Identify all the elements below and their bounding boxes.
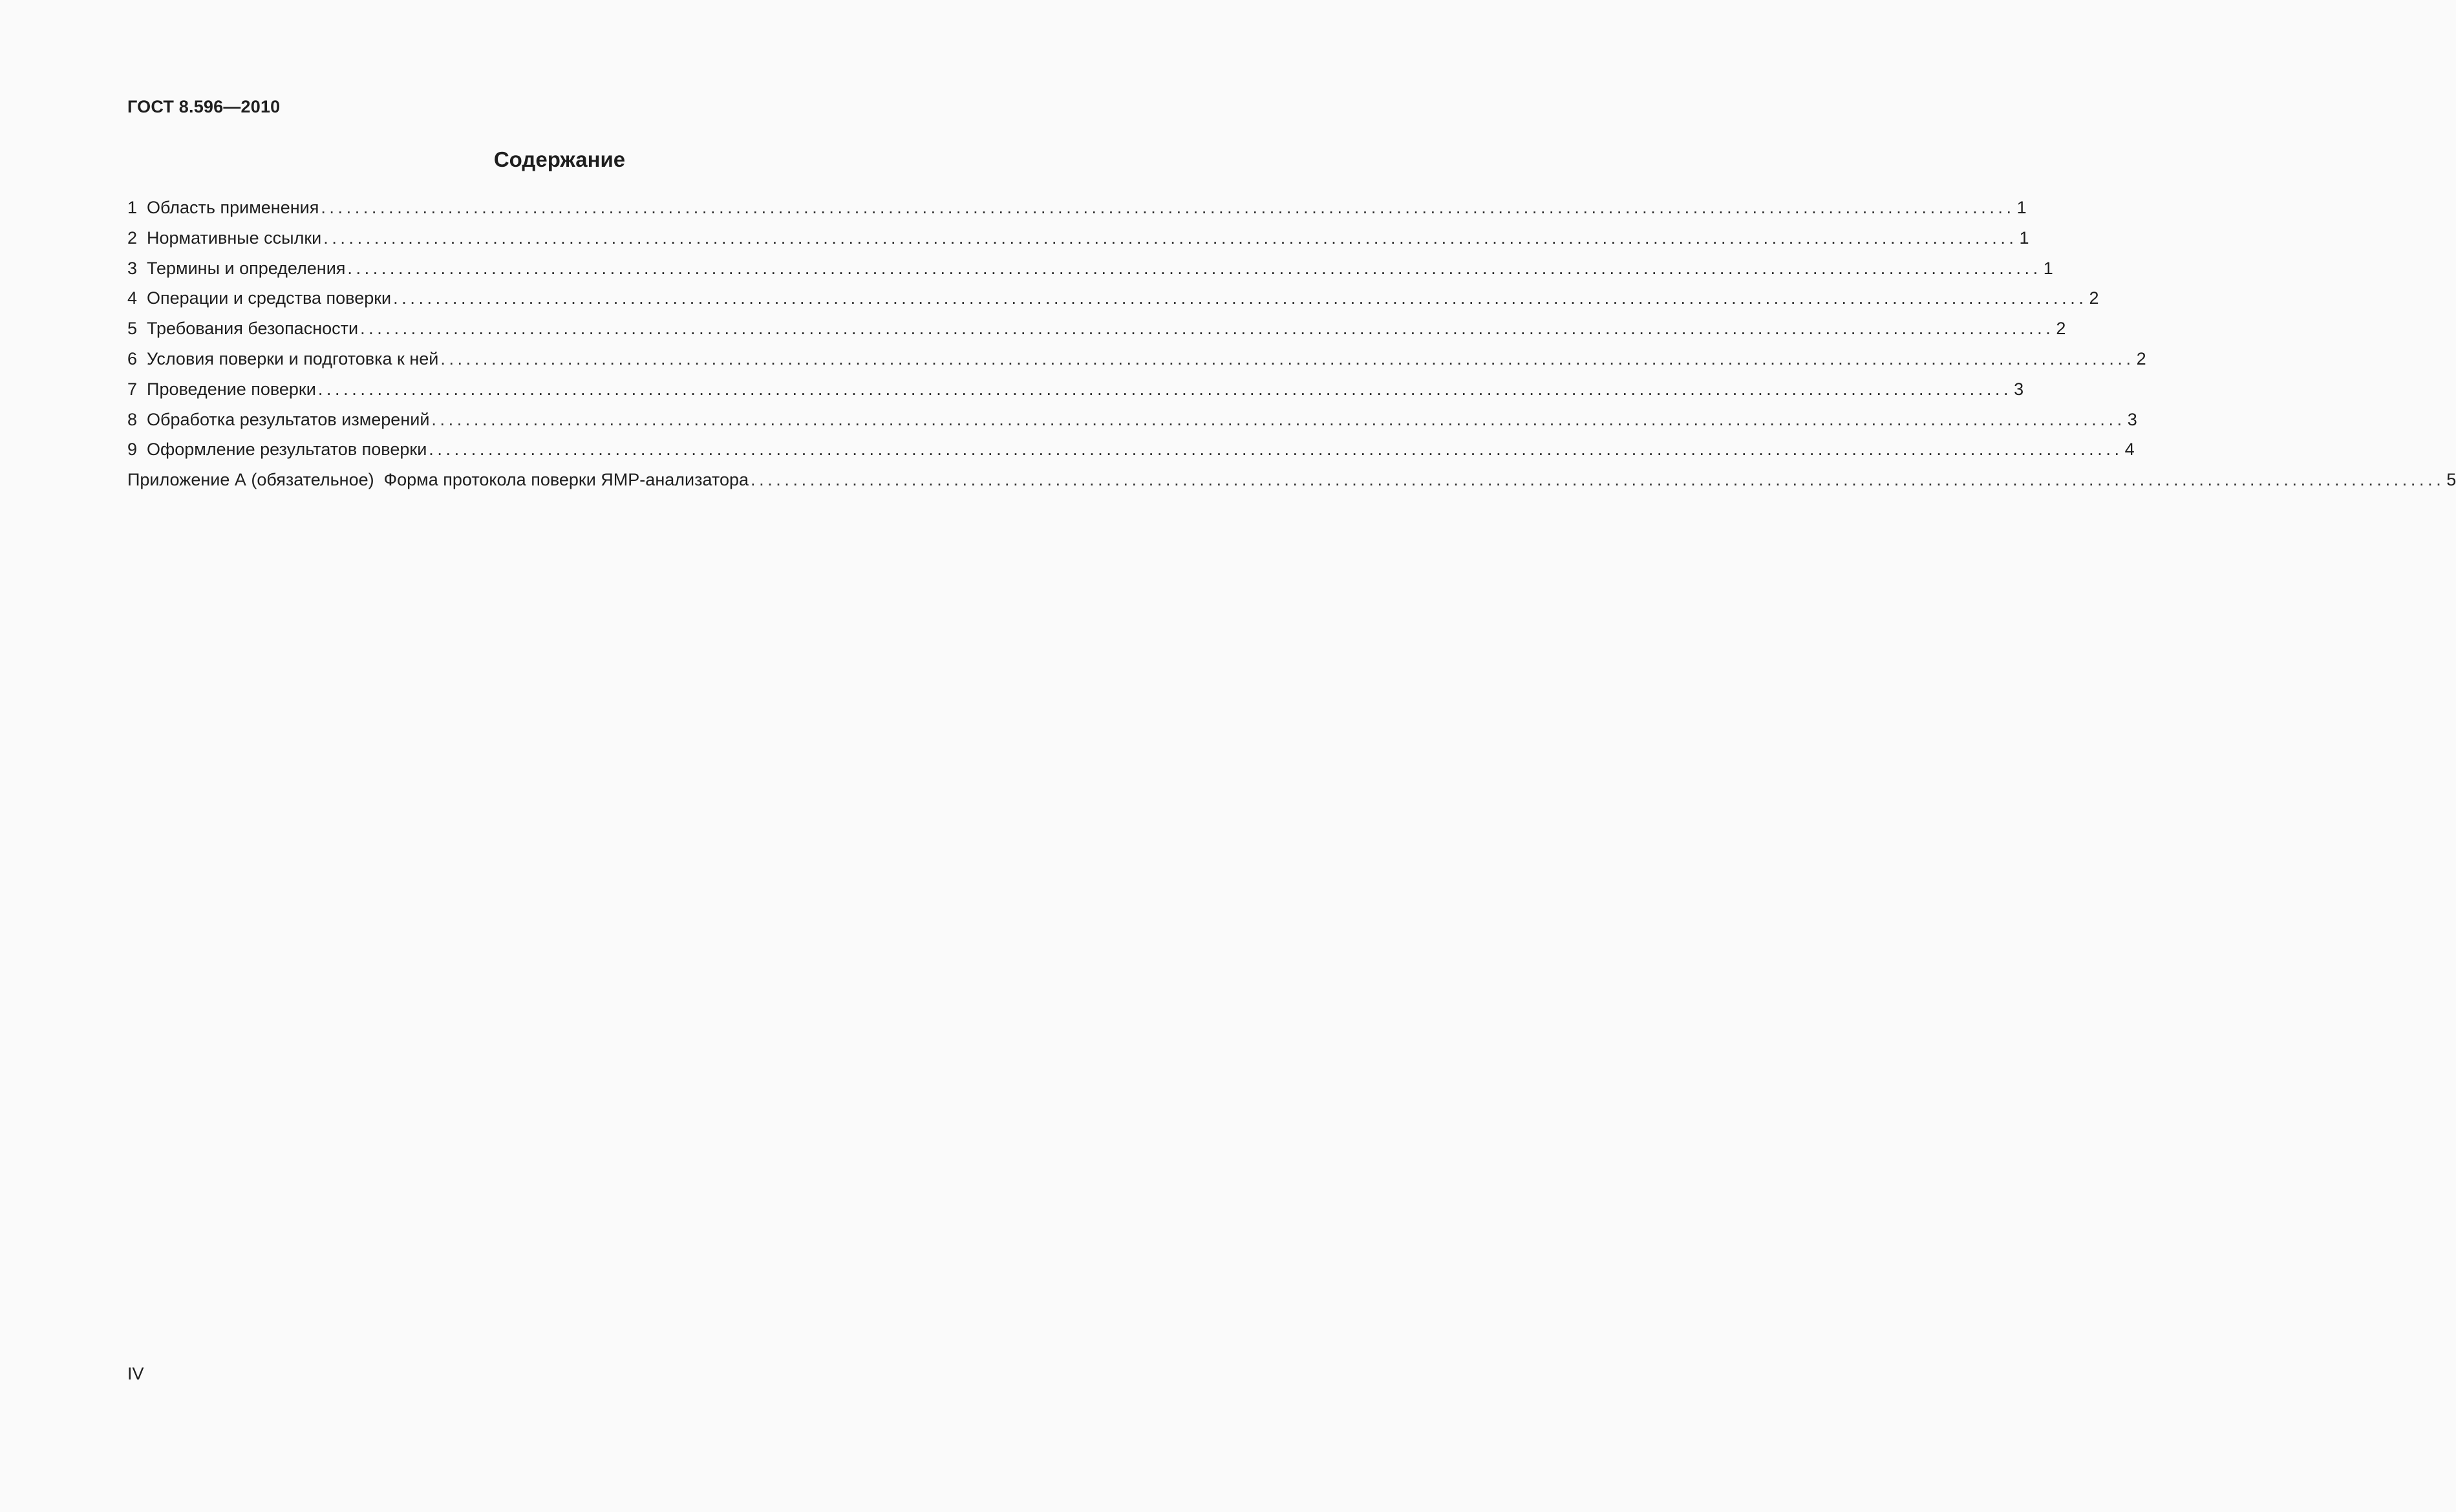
toc-entry-label: Операции и средства поверки [147, 288, 392, 308]
toc-entry-page: 1 [2043, 258, 2053, 278]
toc-leader-dots: ........................................................................................................................................................................................................ [431, 409, 2126, 429]
toc-entry[interactable] [127, 318, 2066, 348]
toc-entry[interactable] [127, 379, 2024, 409]
toc-leader-dots: ........................................................................................................................................................................................................ [440, 348, 2135, 368]
toc-entry[interactable] [127, 409, 2137, 440]
toc-entry-number: 4 [127, 288, 138, 308]
toc-leader-dots: ........................................................................................................................................................................................................ [321, 198, 2015, 217]
toc-entry[interactable] [127, 258, 2053, 288]
toc-entry-number: 6 [127, 348, 138, 368]
page-number: IV [127, 1364, 144, 1383]
toc-entry-label: Требования безопасности [147, 319, 359, 339]
toc-entry-number: 2 [127, 228, 138, 248]
toc-entry[interactable] [127, 197, 2027, 228]
toc-title: Содержание [493, 147, 626, 171]
toc-entry-appendix[interactable] [127, 469, 2456, 500]
toc-entry-label: Приложение А (обязательное) Форма протокола поверки ЯМР-анализатора [127, 470, 749, 490]
toc-leader-dots: ........................................................................................................................................................................................................ [393, 288, 2088, 308]
toc-entry-page: 2 [2089, 288, 2099, 308]
toc-entry-page: 3 [2127, 409, 2137, 429]
toc-leader-dots: ........................................................................................................................................................................................................ [317, 379, 2013, 399]
toc-entry-number: 9 [127, 440, 138, 460]
toc-entry-number: 3 [127, 258, 138, 278]
toc-entry-page: 1 [2019, 228, 2029, 248]
toc-entry[interactable] [127, 348, 2146, 379]
toc-entry-label: Обработка результатов измерений [147, 409, 430, 429]
toc-leader-dots: ........................................................................................................................................................................................................ [323, 228, 2018, 248]
toc-entry-page: 3 [2014, 379, 2024, 399]
toc-entry-page: 4 [2124, 440, 2135, 460]
table-of-contents [127, 197, 2456, 500]
toc-entry-number: 5 [127, 319, 138, 339]
toc-entry[interactable] [127, 228, 2029, 258]
toc-entry-page: 1 [2016, 198, 2027, 217]
toc-entry-page: 2 [2136, 348, 2146, 368]
toc-entry-page: 5 [2446, 470, 2456, 490]
toc-entry[interactable] [127, 439, 2135, 469]
toc-entry-page: 2 [2056, 319, 2066, 339]
toc-entry[interactable] [127, 288, 2099, 318]
toc-entry-label: Нормативные ссылки [147, 228, 322, 248]
toc-entry-label: Проведение поверки [147, 379, 316, 399]
toc-entry-number: 1 [127, 198, 138, 217]
toc-entry-label: Оформление результатов поверки [147, 440, 427, 460]
document-code: ГОСТ 8.596—2010 [127, 97, 281, 116]
toc-leader-dots: ........................................................................................................................................................................................................ [429, 440, 2123, 460]
toc-entry-label: Условия поверки и подготовка к ней [147, 348, 439, 368]
toc-entry-label: Термины и определения [147, 258, 346, 278]
toc-entry-label: Область применения [147, 198, 319, 217]
toc-entry-number: 7 [127, 379, 138, 399]
toc-entry-number: 8 [127, 409, 138, 429]
toc-leader-dots: ........................................................................................................................................................................................................ [751, 470, 2445, 490]
toc-leader-dots: ........................................................................................................................................................................................................ [347, 258, 2042, 278]
toc-leader-dots: ........................................................................................................................................................................................................ [360, 319, 2055, 339]
